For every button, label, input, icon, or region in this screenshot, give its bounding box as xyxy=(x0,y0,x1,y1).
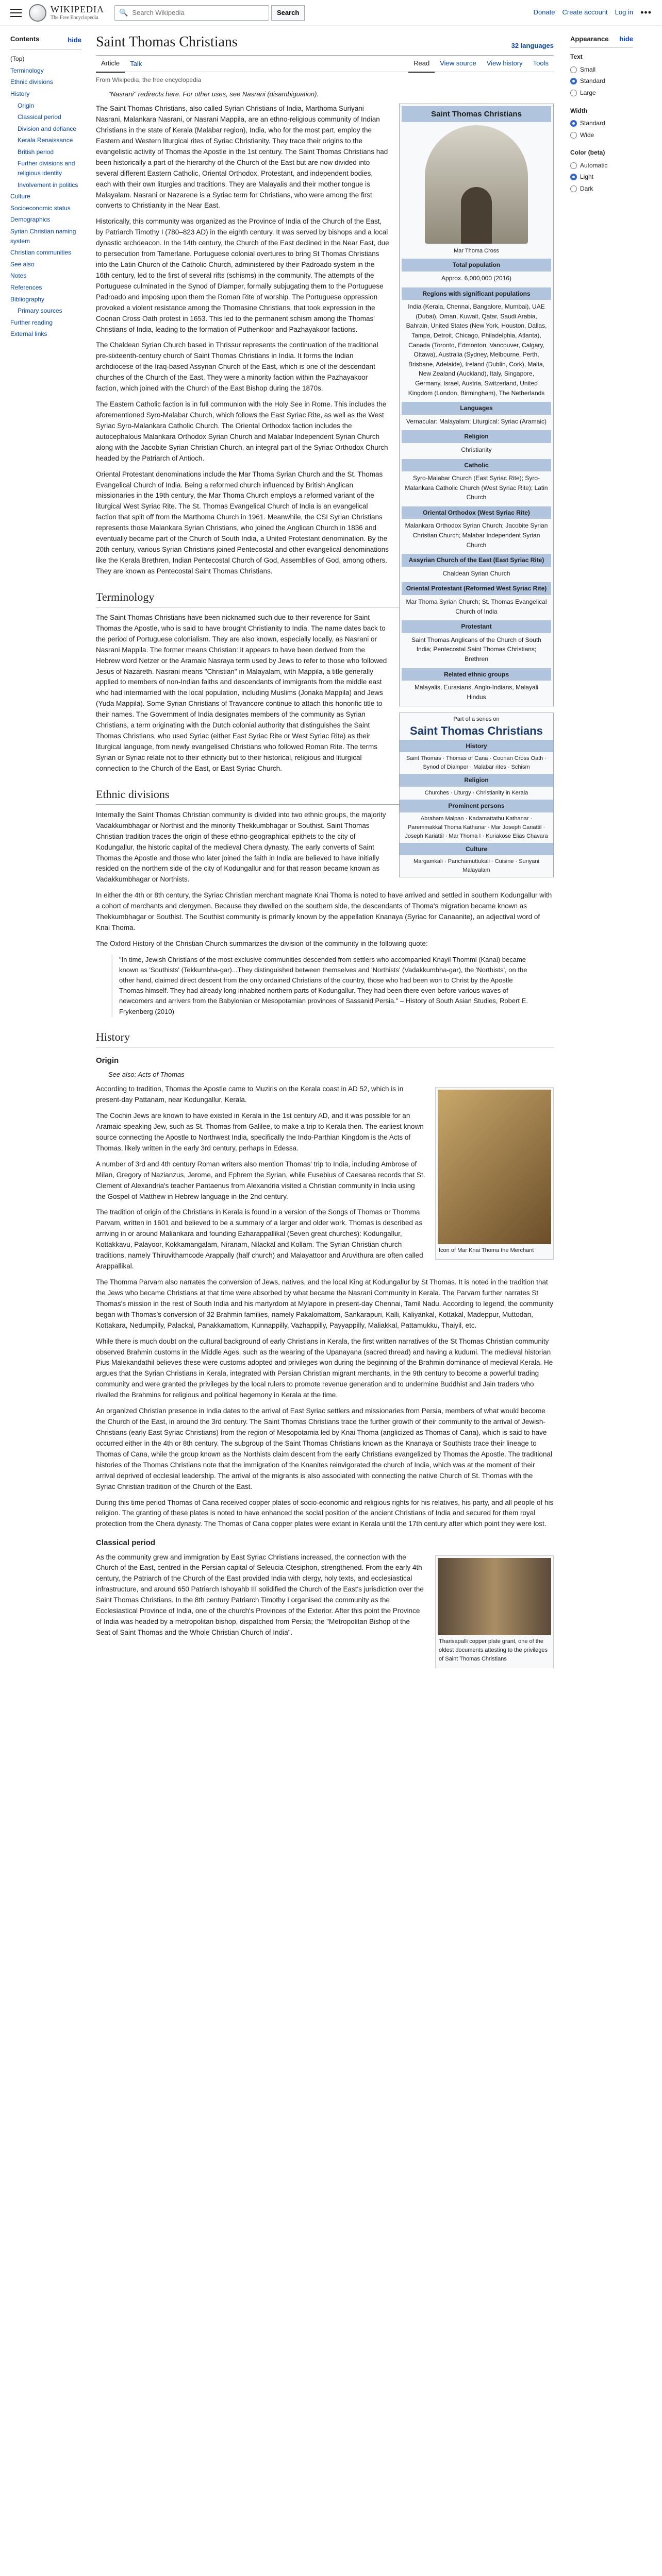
paragraph: The Thomma Parvam also narrates the conversion of Jews, natives, and the local King at Kodungallur by St Thomas. It is noted in the tradition that the Jews who became Christians at that time were absorbed by what became the Nasrani Community in Kerala. The Parvam further narrates St Thomas's mission in the rest of South India and his martyrdom at Mylapore in present-day Chennai, Tamil Nadu. According to legend, the community began with Thomas's conversion of 32 Brahmin families, namely Pakalomattom, Sankarapuri, Kalli, Kaliyankal, Kottakal, Madeppur, Muttodan, Kottakara, Nedumpilly, Palackal, Panakkamattom, Kunnappilly, Vazhappilly, Payyappilly, Maliakkal, Pattamukku, Thaiyil, etc. xyxy=(96,1278,554,1329)
orthodox-value: Malankara Orthodox Syrian Church; Jacobite Syrian Christian Church; Malabar Independent Syrian Church xyxy=(405,522,548,549)
paragraph: The Chaldean Syrian Church based in Thrissur represents the continuation of the traditional pre-sixteenth-century church of Saint Thomas Christians in India. It forms the Indian archdiocese of the Iraq-based Assyrian Church of the East, which is one of the descendant churches of the Church of the East. They were a minority faction within the Pazhayakoor faction, which joined with the Church of the East Bishop during the 1870s. xyxy=(96,341,378,393)
catholic-value: Syro-Malabar Church (East Syriac Rite); Syro-Malankara Catholic Church (West Syriac Rite); Latin Church xyxy=(405,474,548,501)
text-size-option[interactable] xyxy=(570,64,633,76)
radio-icon[interactable] xyxy=(570,185,577,192)
search-input[interactable] xyxy=(131,8,264,17)
toc-item[interactable]: References xyxy=(10,284,42,292)
toc-item[interactable]: Involvement in politics xyxy=(18,181,78,189)
series-religion-links[interactable]: Churches · Liturgy · Christianity in Kerala xyxy=(424,789,528,796)
religion-header: Religion xyxy=(402,430,551,443)
languages-header: Languages xyxy=(402,402,551,415)
population-header: Total population xyxy=(402,259,551,272)
assyrian-value: Chaldean Syrian Church xyxy=(442,569,510,577)
toc-item[interactable]: Ethnic divisions xyxy=(10,78,53,86)
series-sidebar xyxy=(399,713,554,877)
quote: "In time, Jewish Christians of the most exclusive communities descended from settlers who accompanied Knayil Thommi (Kanai) became known as 'Southists' (Tekkumbha-gar)...They distinguished between themselves and 'Northists' (Vadakkumbha-gar), the 'Northists', on the other hand, claimed direct descent from the only ordained Christians of the country, those who had been won to Christ by the Apostle Thomas himself. They had already long inhabited northern parts of Kodungallur. They had been there even before various waves of newcomers and arrivers from the Babylonian or Mesopotamian provinces of Sassanid Persia." – History of South Asian Studies, Robert E. Frykenberg (2010) xyxy=(111,955,538,1017)
search-button[interactable]: Search xyxy=(271,5,305,21)
paragraph: Oriental Protestant denominations include the Mar Thoma Syrian Church and the St. Thomas Evangelical Church of India. Being a reformed church influenced by British Anglican missionaries in the 19th century, the Mar Thoma Church employs a reformed variant of the liturgical West Syriac Rite. The St. Thomas Evangelical Church of India is an evangelical faction that split off from the Marthoma Church in 1961. Meanwhile, the CSI Syrian Christians represents those Malankara Syrian Christians, who joined the Anglican Church in 1836 and eventually became part of the Church of South India, a United Protestant denomination. By the 20th century, various Syrian Christians joined Pentecostal and other evangelical denominations like the Kerala Brethren, Indian Pentecostal Church of God, Assemblies of God, among others. They are known as Pentecostal Saint Thomas Christians. xyxy=(96,470,389,575)
infobox-title: Saint Thomas Christians xyxy=(402,106,551,122)
paragraph: The Saint Thomas Christians have been nicknamed such due to their reverence for Saint Thomas the Apostle, who is said to have brought Christianity to India. The name dates back to the period of Portuguese colonialism. They are also known, especially locally, as Nasrani or Nasrani Mappila. The former means Christian: it appears to have been derived from the Hebrew word Netzer or the Aramaic Nasraya term used by Jews to refer to those who followed Jesus of Nazareth. Nasrani means "Christian" in Malayalam, with Mappila, a title generally applied to members of non-Indian faiths and descendants of immigrants from the middle east who had intermarried with the local population, including Muslims (Jonaka Mappila) and Jews (Yuda Mappila). Some Syrian Christians of Travancore continue to attach this honorific title to their names. The Government of India designates members of the community as Syrian Christians, a term originating with the Dutch colonial authority that distinguishes the Saint Thomas Christians, who used Syriac (either East Syriac Rite or West Syriac Rite) as their liturgical language, from newly evangelised Christians who followed Roman Rite. The terms Syrian or Syriac relate not to their ethnicity but to their historical, religious and liturgical connection to the Church of the East, or East Syriac Church. xyxy=(96,613,387,772)
paragraph: Internally the Saint Thomas Christian community is divided into two ethnic groups, the majority Vadakkumbhagar or Northist and the minority Thekkumbhagar or Southist. Saint Thomas Christian tradition traces the origin of these ethno-geographical epithets to the city of Kodungallur, the historic capital of the medieval Chera dynasty. The early converts of Saint Thomas the Apostle and those who later joined the faith in India are believed to have initially resided on the northern side of the city of Kodungallur and for that reason became known as Vadakkumbhagar or Northists. xyxy=(96,810,386,884)
toc-item[interactable]: British period xyxy=(18,148,54,156)
radio-icon[interactable] xyxy=(570,162,577,169)
heading-history: History xyxy=(96,1028,554,1047)
toc-item[interactable]: External links xyxy=(10,330,47,338)
color-option[interactable] xyxy=(570,171,633,183)
see-also-origin: See also: Acts of Thomas xyxy=(108,1071,185,1079)
search-form xyxy=(114,5,305,21)
text-size-option-label: Small xyxy=(580,65,596,73)
more-icon[interactable]: ••• xyxy=(640,7,652,18)
paragraph: The Oxford History of the Christian Church summarizes the division of the community in the following quote: xyxy=(96,940,428,947)
text-size-option[interactable] xyxy=(570,75,633,87)
toc-item[interactable]: (Top) xyxy=(10,55,25,63)
radio-icon[interactable] xyxy=(570,90,577,96)
appearance-title: Appearance xyxy=(570,35,609,43)
copper-plates-image[interactable] xyxy=(438,1558,551,1635)
protestant-value: Mar Thoma Syrian Church; St. Thomas Evangelical Church of India xyxy=(406,598,547,615)
toc-item[interactable]: Origin xyxy=(18,101,35,109)
width-label: Width xyxy=(570,107,588,114)
color-option-label: Light xyxy=(580,173,594,181)
series-religion-header: Religion xyxy=(400,774,553,787)
paragraph: As the community grew and immigration by East Syriac Christians increased, the connection with the Church of the East, centred in the Persian capital of Seleucia-Ctesiphon, strengthened. From the early 4th century, the Patriarch of the Church of the East provided India with clergy, holy texts, and ecclesiastical infrastructure, and around 650 Patriarch Ishoyahb III solidified the Church of the East's jurisdiction over the Saint Thomas Christians. In the 8th century Patriarch Timothy I organised the community as the Ecclesiastical Province of India, one of the church's Provinces of the Exterior. After this point the Province of India was headed by a metropolitan bishop, dispatched from Persia; the "Metropolitan Bishop of the Seat of Saint Thomas and the Whole Christian Church of India". xyxy=(96,1553,424,1636)
series-persons-links[interactable]: Abraham Malpan · Kadamattathu Kathanar · Paremmakkal Thoma Kathanar · Mar Joseph Cariattil · Joseph Kariattil · Mar Thoma I · Kuriakose Elias Chavara xyxy=(405,815,548,839)
site-header xyxy=(0,0,662,26)
toc-list xyxy=(10,53,81,340)
tab-article[interactable]: Article xyxy=(96,55,125,73)
wikipedia-logo[interactable] xyxy=(29,4,104,22)
heading-classical-period: Classical period xyxy=(96,1538,156,1548)
toc-item[interactable]: History xyxy=(10,90,30,97)
tab-view-source[interactable]: View source xyxy=(440,59,476,67)
toc-item[interactable]: Christian communities xyxy=(10,249,72,257)
figure-caption: Tharisapalli copper plate grant, one of the oldest documents attesting to the privileges of Saint Thomas Christians xyxy=(439,1638,548,1662)
appearance-panel xyxy=(562,26,639,1674)
heading-terminology: Terminology xyxy=(96,588,554,607)
regions-value: India (Kerala, Chennai, Bangalore, Mumbai), UAE (Dubai), Oman, Kuwait, Qatar, Saudi Arabia, Bahrain, United States (New York, Houston, Dallas, Tampa, Detroit, Chicago, Philadelphia, Atlanta), Canada (Toronto, Edmonton, Vancouver, Calgary, Ottawa), Australia (Sydney, Melbourne, Perth, Brisbane, Adelaide), Ireland (Dublin, Cork), Malta, New Zealand (Auckland), Italy, Singapore, Germany, Israel, Austria, Switzerland, United Kingdom (London, Birmingham), The Netherlands xyxy=(406,303,547,397)
toc-item[interactable]: Further divisions and religious identity xyxy=(18,160,75,177)
series-part-of: Part of a series on xyxy=(453,716,500,723)
figure-caption: Icon of Mar Knai Thoma the Merchant xyxy=(439,1247,534,1254)
main-menu-icon[interactable] xyxy=(10,9,22,17)
toc-item[interactable]: Terminology xyxy=(10,66,44,74)
icon-image[interactable] xyxy=(438,1090,551,1244)
page-title: Saint Thomas Christians xyxy=(96,34,238,50)
paragraph: The Cochin Jews are known to have existed in Kerala in the 1st century AD, and it was possible for an Aramaic-speaking Jew, such as St. Thomas from Galilee, to make a trip to Kerala then. The earliest known source connecting the Apostle to Northwest India, specifically the Indo-Parthian Kingdom is the Acts of Thomas, likely written in the early 3rd century, perhaps in Edessa. xyxy=(96,1112,424,1152)
series-history-links[interactable]: Saint Thomas · Thomas of Cana · Coonan Cross Oath · Synod of Diamper · Malabar rites · Schism xyxy=(406,755,547,771)
text-size-label: Text xyxy=(570,53,583,61)
paragraph: The tradition of origin of the Christians in Kerala is found in a version of the Songs of Thomas or Thomma Parvam, written in 1601 and believed to be a summary of a larger and older work. Thomas is described as arriving in or around Maliankara and founding Ezharappallikal (Seven great churches): Kodungallur, Kottakkavu, Palayoor, Kokkamangalam, Niranam, Nilackal and Kollam. The Syrian Christian church traditions, namely Thiruvithamcode Arappally (half church) and Malayattoor and Aruvithura are often called Arappallikal. xyxy=(96,1208,423,1270)
globe-icon xyxy=(29,4,46,22)
tab-view-history[interactable]: View history xyxy=(486,59,523,67)
population-value: Approx. 6,000,000 (2016) xyxy=(441,275,512,282)
paragraph: An organized Christian presence in India dates to the arrival of East Syriac settlers and missionaries from Persia, members of what would become the Church of the East, in around the 3rd century. The Saint Thomas Christians trace the further growth of their community to the arrival of Jewish-Christians (early East Syriac Christians) from the region of Mesopotamia led by Knai Thoma (anglicized as Thomas of Cana), which is said to have occurred either in the 4th or 8th century. The subgroup of the Saint Thomas Christians known as the Knanaya or Southists trace their lineage to Thomas of Cana, while the group known as the Northists claim descent from the early Christians evangelized by Thomas the Apostle. The traditional histories of the Thomas Christians note that the immigration of the Knanites reinvigorated the church of India, which was at the moment of their arrival deprived of ecclesial leadership. The arrival of the migrants is also associated with connecting the native Church of St. Thomas with the Syriac Christian tradition of the Church of the East. xyxy=(96,1407,552,1490)
page-tabs xyxy=(96,56,554,72)
religion-value: Christianity xyxy=(461,446,492,453)
series-culture-links[interactable]: Margamkali · Parichamuttukali · Cuisine · Suriyani Malayalam xyxy=(413,858,539,874)
tab-tools[interactable]: Tools xyxy=(533,59,549,67)
search-icon: 🔍 xyxy=(119,8,128,16)
tab-read[interactable]: Read xyxy=(408,55,435,73)
donate-link[interactable]: Donate xyxy=(533,8,555,16)
color-label: Color (beta) xyxy=(570,149,605,157)
figure-copper-plates xyxy=(435,1555,554,1668)
paragraph: According to tradition, Thomas the Apostle came to Muziris on the Kerala coast in AD 52, which is in present-day Pattanam, near Kodungallur, Kerala. xyxy=(96,1085,404,1104)
color-option[interactable] xyxy=(570,183,633,195)
toc-item[interactable]: Kerala Renaissance xyxy=(18,137,73,144)
assyrian-header: Assyrian Church of the East (East Syriac Rite) xyxy=(402,554,551,567)
radio-icon[interactable] xyxy=(570,174,577,180)
toc-item[interactable]: Classical period xyxy=(18,113,61,121)
orthodox-header: Oriental Orthodox (West Syriac Rite) xyxy=(402,506,551,519)
figure-mar-thoma xyxy=(435,1087,554,1260)
width-option-label: Wide xyxy=(580,131,594,139)
logo-tagline: The Free Encyclopedia xyxy=(51,14,98,21)
toc-item[interactable]: Bibliography xyxy=(10,295,45,303)
paragraph: The Saint Thomas Christians, also called Syrian Christians of India, Marthoma Suriyani Nasrani, Malankara Nasrani, or Nasrani Mappila, are an ethno-religious community of Indian Christians in the state of Kerala (Malabar region), India, who for the most part, employ the Eastern and Western liturgical rites of Syriac Christianity. They trace their origins to the evangelistic activity of Thomas the Apostle in the 1st century. The Saint Thomas Christians had been historically a part of the hierarchy of the Church of the East but are now divided into several different Eastern Catholic, Oriental Orthodox, Protestant, and independent bodies, each with their own liturgies and traditions. They are Malayalis and their mother tongue is Malayalam. Nasrani or Nazarene is a Syriac term for Christians, who were among the first converts to Christianity in the Near East. xyxy=(96,105,388,210)
width-option-label: Standard xyxy=(580,120,605,127)
text-size-option-label: Large xyxy=(580,89,596,96)
infobox xyxy=(399,104,554,706)
series-persons-header: Prominent persons xyxy=(400,800,553,812)
toc-item[interactable]: Socioeconomic status xyxy=(10,204,71,212)
related-value: Malayalis, Eurasians, Anglo-Indians, Malayali Hindus xyxy=(414,684,539,701)
other-protestant-value: Saint Thomas Anglicans of the Church of South India; Pentecostal Saint Thomas Christians; Brethren xyxy=(411,636,541,663)
article-body xyxy=(96,104,554,1674)
color-option-label: Dark xyxy=(580,185,593,193)
create-account-link[interactable]: Create account xyxy=(562,8,608,16)
languages-value: Vernacular: Malayalam; Liturgical: Syriac (Aramaic) xyxy=(406,417,547,425)
toc-item[interactable]: Division and defiance xyxy=(18,125,77,132)
appearance-hide-button[interactable]: hide xyxy=(619,35,633,43)
from-wikipedia: From Wikipedia, the free encyclopedia xyxy=(96,76,202,84)
language-button[interactable]: 32 languages xyxy=(511,42,554,50)
paragraph: In either the 4th or 8th century, the Syriac Christian merchant magnate Knai Thoma is noted to have arrived and settled in southern Kodungallur with a cohort of merchants and clergymen. Because they dwelled on the southern side, the descendants of Thoma's migration became known as Thekkumbhagar or Southist. The Southist community is primarily known by the appellation Knanaya (Syriac for Canaanite), an adjectival word of Knai Thoma. xyxy=(96,891,552,932)
hatnote: "Nasrani" redirects here. For other uses, see Nasrani (disambiguation). xyxy=(108,90,319,98)
table-of-contents xyxy=(0,26,88,1674)
paragraph: A number of 3rd and 4th century Roman writers also mention Thomas' trip to India, including Ambrose of Milan, Gregory of Nazianzus, Jerome, and Ephrem the Syrian, while Eusebius of Caesarea records that St. Clement of Alexandria's teacher Pantaenus from Alexandria visited a Christian community in India using the Gospel of Matthew in Hebrew language in the 2nd century. xyxy=(96,1160,425,1200)
color-option[interactable] xyxy=(570,160,633,172)
tab-talk[interactable]: Talk xyxy=(130,59,142,67)
toc-item[interactable]: Primary sources xyxy=(18,307,62,315)
related-header: Related ethnic groups xyxy=(402,668,551,681)
radio-icon[interactable] xyxy=(570,132,577,139)
toc-item[interactable]: Further reading xyxy=(10,318,53,326)
toc-item[interactable]: Syrian Christian naming system xyxy=(10,228,76,245)
radio-icon[interactable] xyxy=(570,78,577,84)
toc-item[interactable]: Demographics xyxy=(10,216,51,224)
other-protestant-header: Protestant xyxy=(402,620,551,633)
toc-item[interactable]: Culture xyxy=(10,193,30,200)
toc-hide-button[interactable]: hide xyxy=(68,36,81,44)
color-option-label: Automatic xyxy=(580,161,608,169)
log-in-link[interactable]: Log in xyxy=(615,8,634,16)
width-option[interactable] xyxy=(570,117,633,129)
catholic-header: Catholic xyxy=(402,459,551,472)
mar-thoma-cross-image[interactable] xyxy=(425,125,528,244)
radio-icon[interactable] xyxy=(570,120,577,127)
paragraph: Historically, this community was organized as the Province of India of the Church of the East, by Patriarch Timothy I (780–823 AD) in the eighth century. It was served by bishops and a local dynastic archdeacon. In the 14th century, the Church of the East declined in the Near East, due to persecution from Tamerlane. Portuguese colonial overtures to bring St Thomas Christians into the Latin Church of the Catholic Church, administered by their Padroado system in the 16th century, led to the first of several rifts (schisms) in the community. The attempts of the Portuguese culminated in the Synod of Diamper, formally subjugating them to the Portuguese Padroado and imposing upon them the Roman Rite of worship. The Portuguese oppression provoked a violent resistance among the Thomasine Christians, that took expression in the Coonan Cross Oath protest in 1653. This led to the permanent schism among the Thomas' Christians of India, leading to the formation of Puthenkoor and Pazhayakoor factions. xyxy=(96,217,389,333)
paragraph: During this time period Thomas of Cana received copper plates of socio-economic and religious rights for his relatives, his party, and all people of his religion. The granting of these plates is noted to have enhanced the social position of the ancient Christians of India and secured for them royal protection from the Chera dynasty. The Thomas of Cana copper plates were extant in Kerala until the 17th century after which point they were lost. xyxy=(96,1498,554,1528)
infobox-caption: Mar Thoma Cross xyxy=(454,248,499,255)
heading-origin: Origin xyxy=(96,1056,119,1065)
heading-ethnic-divisions: Ethnic divisions xyxy=(96,786,554,805)
series-culture-header: Culture xyxy=(400,843,553,856)
paragraph: The Eastern Catholic faction is in full communion with the Holy See in Rome. This includes the aforementioned Syro-Malabar Church, which follows the East Syriac Rite, as well as the West Syriac Syro-Malankara Catholic Church. The Oriental Orthodox faction includes the autocephalous Malankara Orthodox Syrian Church and Malabar Independent Syrian Church along with the Jacobite Syrian Christian Church, an integral part of the Syriac Orthodox Church headed by the Patriarch of Antioch. xyxy=(96,400,388,462)
logo-title: WIKIPEDIA xyxy=(51,4,104,15)
radio-icon[interactable] xyxy=(570,66,577,73)
series-title[interactable]: Saint Thomas Christians xyxy=(410,724,543,738)
article xyxy=(88,26,562,1674)
paragraph: While there is much doubt on the cultural background of early Christians in Kerala, the first written narratives of the St Thomas Christian community observed Brahmin customs in the Middle Ages, such as the wearing of the Upanayana (sacred thread) and having a kudumi. The medieval historian Pius Malekandathil believes these were customs adopted and privileges won during the beginning of the Brahmin dominance of medieval Kerala. He argues that the Syrian Christians in Kerala, integrated with Persian Christian migrant merchants, in the 9th century to become a powerful trading community and were granted the privileges by the local rulers to promote revenue generation and to undermine Buddhist and Jain traders who rivalled the Brahmins for religious and political hegemony in Kerala at the time. xyxy=(96,1337,553,1399)
regions-header: Regions with significant populations xyxy=(402,287,551,300)
toc-item[interactable]: See also xyxy=(10,260,35,268)
series-history-header: History xyxy=(400,740,553,753)
toc-title: Contents xyxy=(10,35,40,43)
search-field xyxy=(114,5,269,21)
toc-item[interactable]: Notes xyxy=(10,272,27,280)
width-option[interactable] xyxy=(570,129,633,141)
text-size-option-label: Standard xyxy=(580,77,605,85)
text-size-option[interactable] xyxy=(570,87,633,99)
protestant-header: Oriental Protestant (Reformed West Syriac Rite) xyxy=(402,582,551,595)
